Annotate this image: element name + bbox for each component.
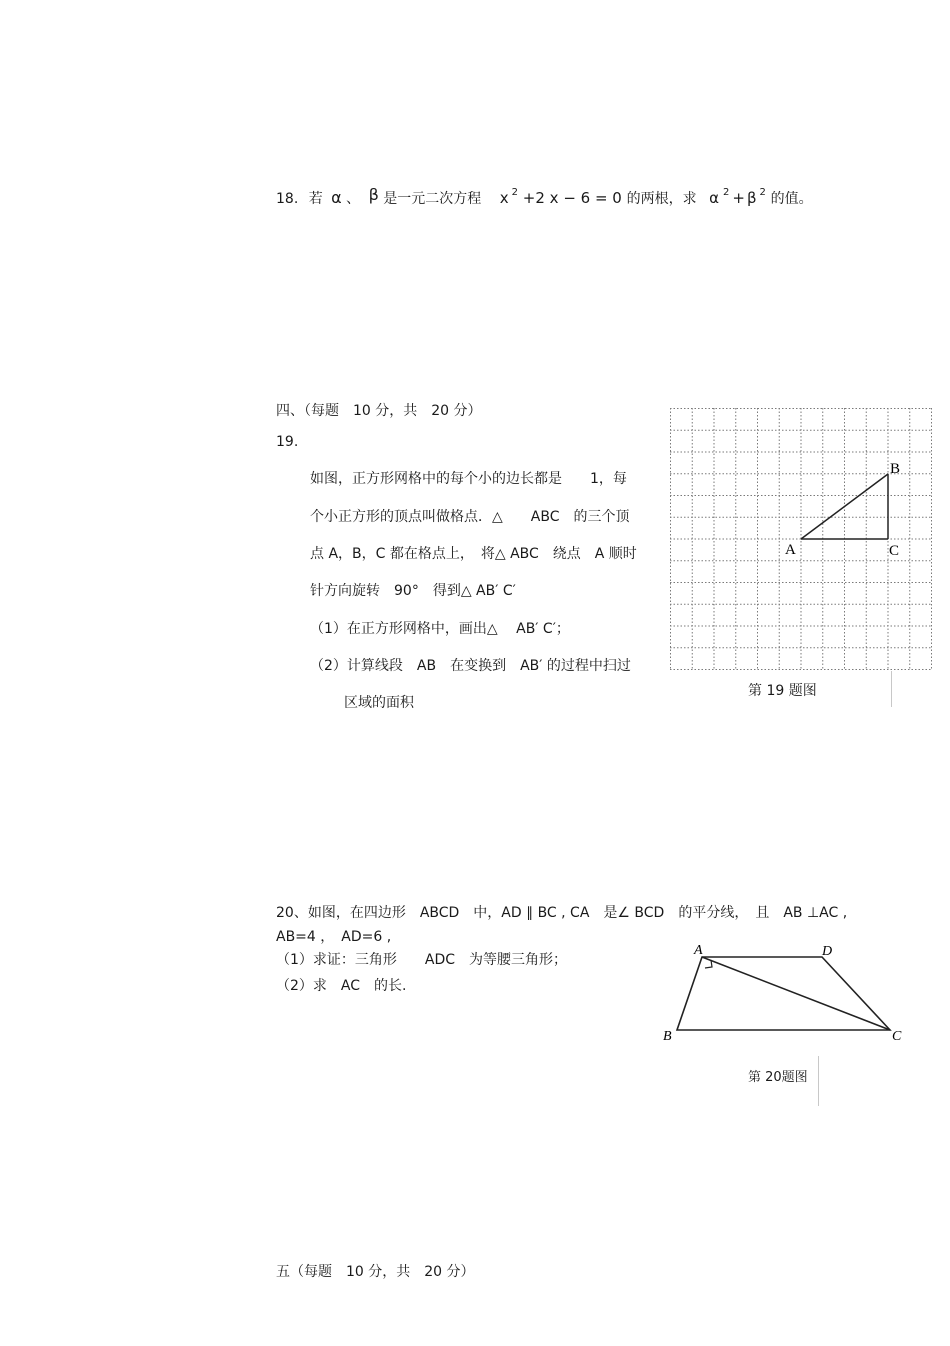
label-c: C bbox=[889, 543, 900, 559]
q20-line-2: AB=4 ， AD=6 , bbox=[276, 929, 392, 945]
label-a: A bbox=[694, 943, 703, 958]
divider-line bbox=[818, 1056, 819, 1106]
section-heading-4: 四、（每题 10 分，共 20 分） bbox=[276, 403, 482, 419]
figure-20 bbox=[655, 938, 910, 1048]
label-d: D bbox=[822, 944, 833, 959]
expr-plus: + bbox=[732, 189, 745, 207]
question-number: 18. bbox=[276, 191, 299, 207]
q18-text-2: 是一元二次方程 bbox=[383, 191, 482, 207]
divider-line bbox=[891, 671, 892, 707]
q19-part-2-cont: 区域的面积 bbox=[344, 695, 414, 711]
q20-line-1: 20、如图，在四边形 ABCD 中，AD ∥ BC , CA 是∠ BCD 的平分线， 且 AB ⊥AC , bbox=[276, 905, 848, 921]
expr-beta: β bbox=[746, 189, 757, 207]
right-angle-mark bbox=[705, 960, 712, 968]
diagonal-ac bbox=[702, 957, 890, 1030]
label-a: A bbox=[785, 542, 796, 558]
question-19-number: 19. bbox=[276, 434, 299, 450]
figure-19-caption: 第 19 题图 bbox=[748, 683, 817, 699]
q19-line-4: 针方向旋转 90° 得到△ AB′ C′ bbox=[310, 583, 516, 599]
expression bbox=[709, 189, 771, 207]
q19-line-1: 如图，正方形网格中的每个小的边长都是 1，每 bbox=[310, 471, 627, 487]
q19-line-3: 点 A，B，C 都在格点上， 将△ ABC 绕点 A 顺时 bbox=[310, 546, 637, 562]
figure-19-grid bbox=[670, 408, 932, 670]
figure-20-caption: 第 20题图 bbox=[748, 1070, 808, 1085]
q18-text-3: 的两根，求 bbox=[626, 191, 697, 207]
q19-part-2: （2）计算线段 AB 在变换到 AB′ 的过程中扫过 bbox=[310, 658, 631, 674]
equation-rest: +2 x − 6 = 0 bbox=[522, 189, 622, 207]
q18-text-1: 若 bbox=[308, 191, 323, 207]
equation-exponent: 2 bbox=[511, 187, 519, 198]
q20-part-1: （1）求证：三角形 ADC 为等腰三角形； bbox=[276, 952, 568, 968]
expr-exponent-2: 2 bbox=[759, 187, 766, 198]
label-b: B bbox=[890, 461, 901, 477]
alpha-symbol: α bbox=[331, 188, 342, 207]
expr-exponent-1: 2 bbox=[722, 187, 730, 198]
expr-alpha: α bbox=[709, 189, 719, 207]
equation bbox=[500, 189, 627, 207]
equation-x: x bbox=[499, 189, 509, 207]
label-c: C bbox=[892, 1029, 902, 1044]
question-18 bbox=[276, 185, 813, 208]
q18-sep: 、 bbox=[346, 191, 361, 207]
q19-part-1: （1）在正方形网格中，画出△ AB′ C′； bbox=[310, 621, 570, 637]
beta-symbol: β bbox=[368, 185, 379, 204]
q18-text-4: 的值。 bbox=[770, 191, 813, 207]
label-b: B bbox=[663, 1029, 672, 1044]
section-heading-5: 五（每题 10 分，共 20 分） bbox=[276, 1264, 475, 1280]
q20-part-2: （2）求 AC 的长. bbox=[276, 978, 407, 994]
q19-line-2: 个小正方形的顶点叫做格点．△ ABC 的三个顶 bbox=[310, 509, 630, 525]
segment-ab bbox=[801, 474, 888, 539]
